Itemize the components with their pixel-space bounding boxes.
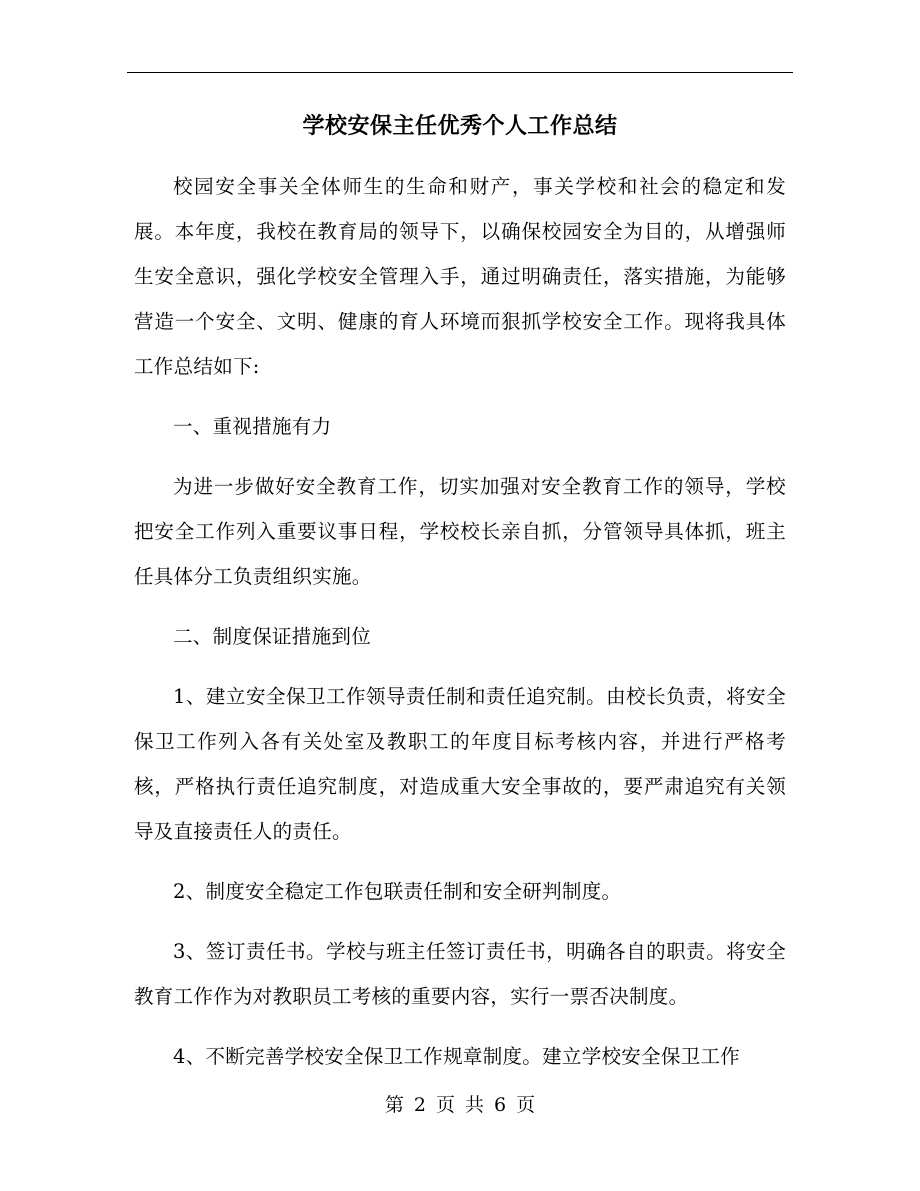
paragraph-item-1: 1、建立安全保卫工作领导责任制和责任追究制。由校长负责，将安全保卫工作列入各有关处室及教职工的年度目标考核内容，并进行严格考核，严格执行责任追究制度，对造成重大安全事故的，要严肃追究有关领导及直接责任人的责任。 <box>134 685 786 843</box>
header-rule <box>127 72 793 73</box>
paragraph-item-3: 3、签订责任书。学校与班主任签订责任书，明确各自的职责。将安全教育工作作为对教职员工考核的重要内容，实行一票否决制度。 <box>134 940 786 1008</box>
paragraph-section-1: 为进一步做好安全教育工作，切实加强对安全教育工作的领导，学校把安全工作列入重要议事日程，学校校长亲自抓，分管领导具体抓，班主任具体分工负责组织实施。 <box>134 475 786 588</box>
paragraph-item-2: 2、制度安全稳定工作包联责任制和安全研判制度。 <box>173 880 622 903</box>
document-body <box>134 164 786 1094</box>
section-heading-1: 一、重视措施有力 <box>173 415 332 438</box>
section-heading-2: 二、制度保证措施到位 <box>173 625 372 648</box>
paragraph-item-4: 4、不断完善学校安全保卫工作规章制度。建立学校安全保卫工作 <box>173 1045 741 1068</box>
paragraph-intro: 校园安全事关全体师生的生命和财产，事关学校和社会的稳定和发展。本年度，我校在教育局的领导下，以确保校园安全为目的，从增强师生安全意识，强化学校安全管理入手，通过明确责任，落实措施，为能够营造一个安全、文明、健康的育人环境而狠抓学校安全工作。现将我具体工作总结如下: <box>134 175 786 378</box>
document-title: 学校安保主任优秀个人工作总结 <box>302 113 618 139</box>
page-number-footer: 第 2 页 共 6 页 <box>384 1094 536 1116</box>
